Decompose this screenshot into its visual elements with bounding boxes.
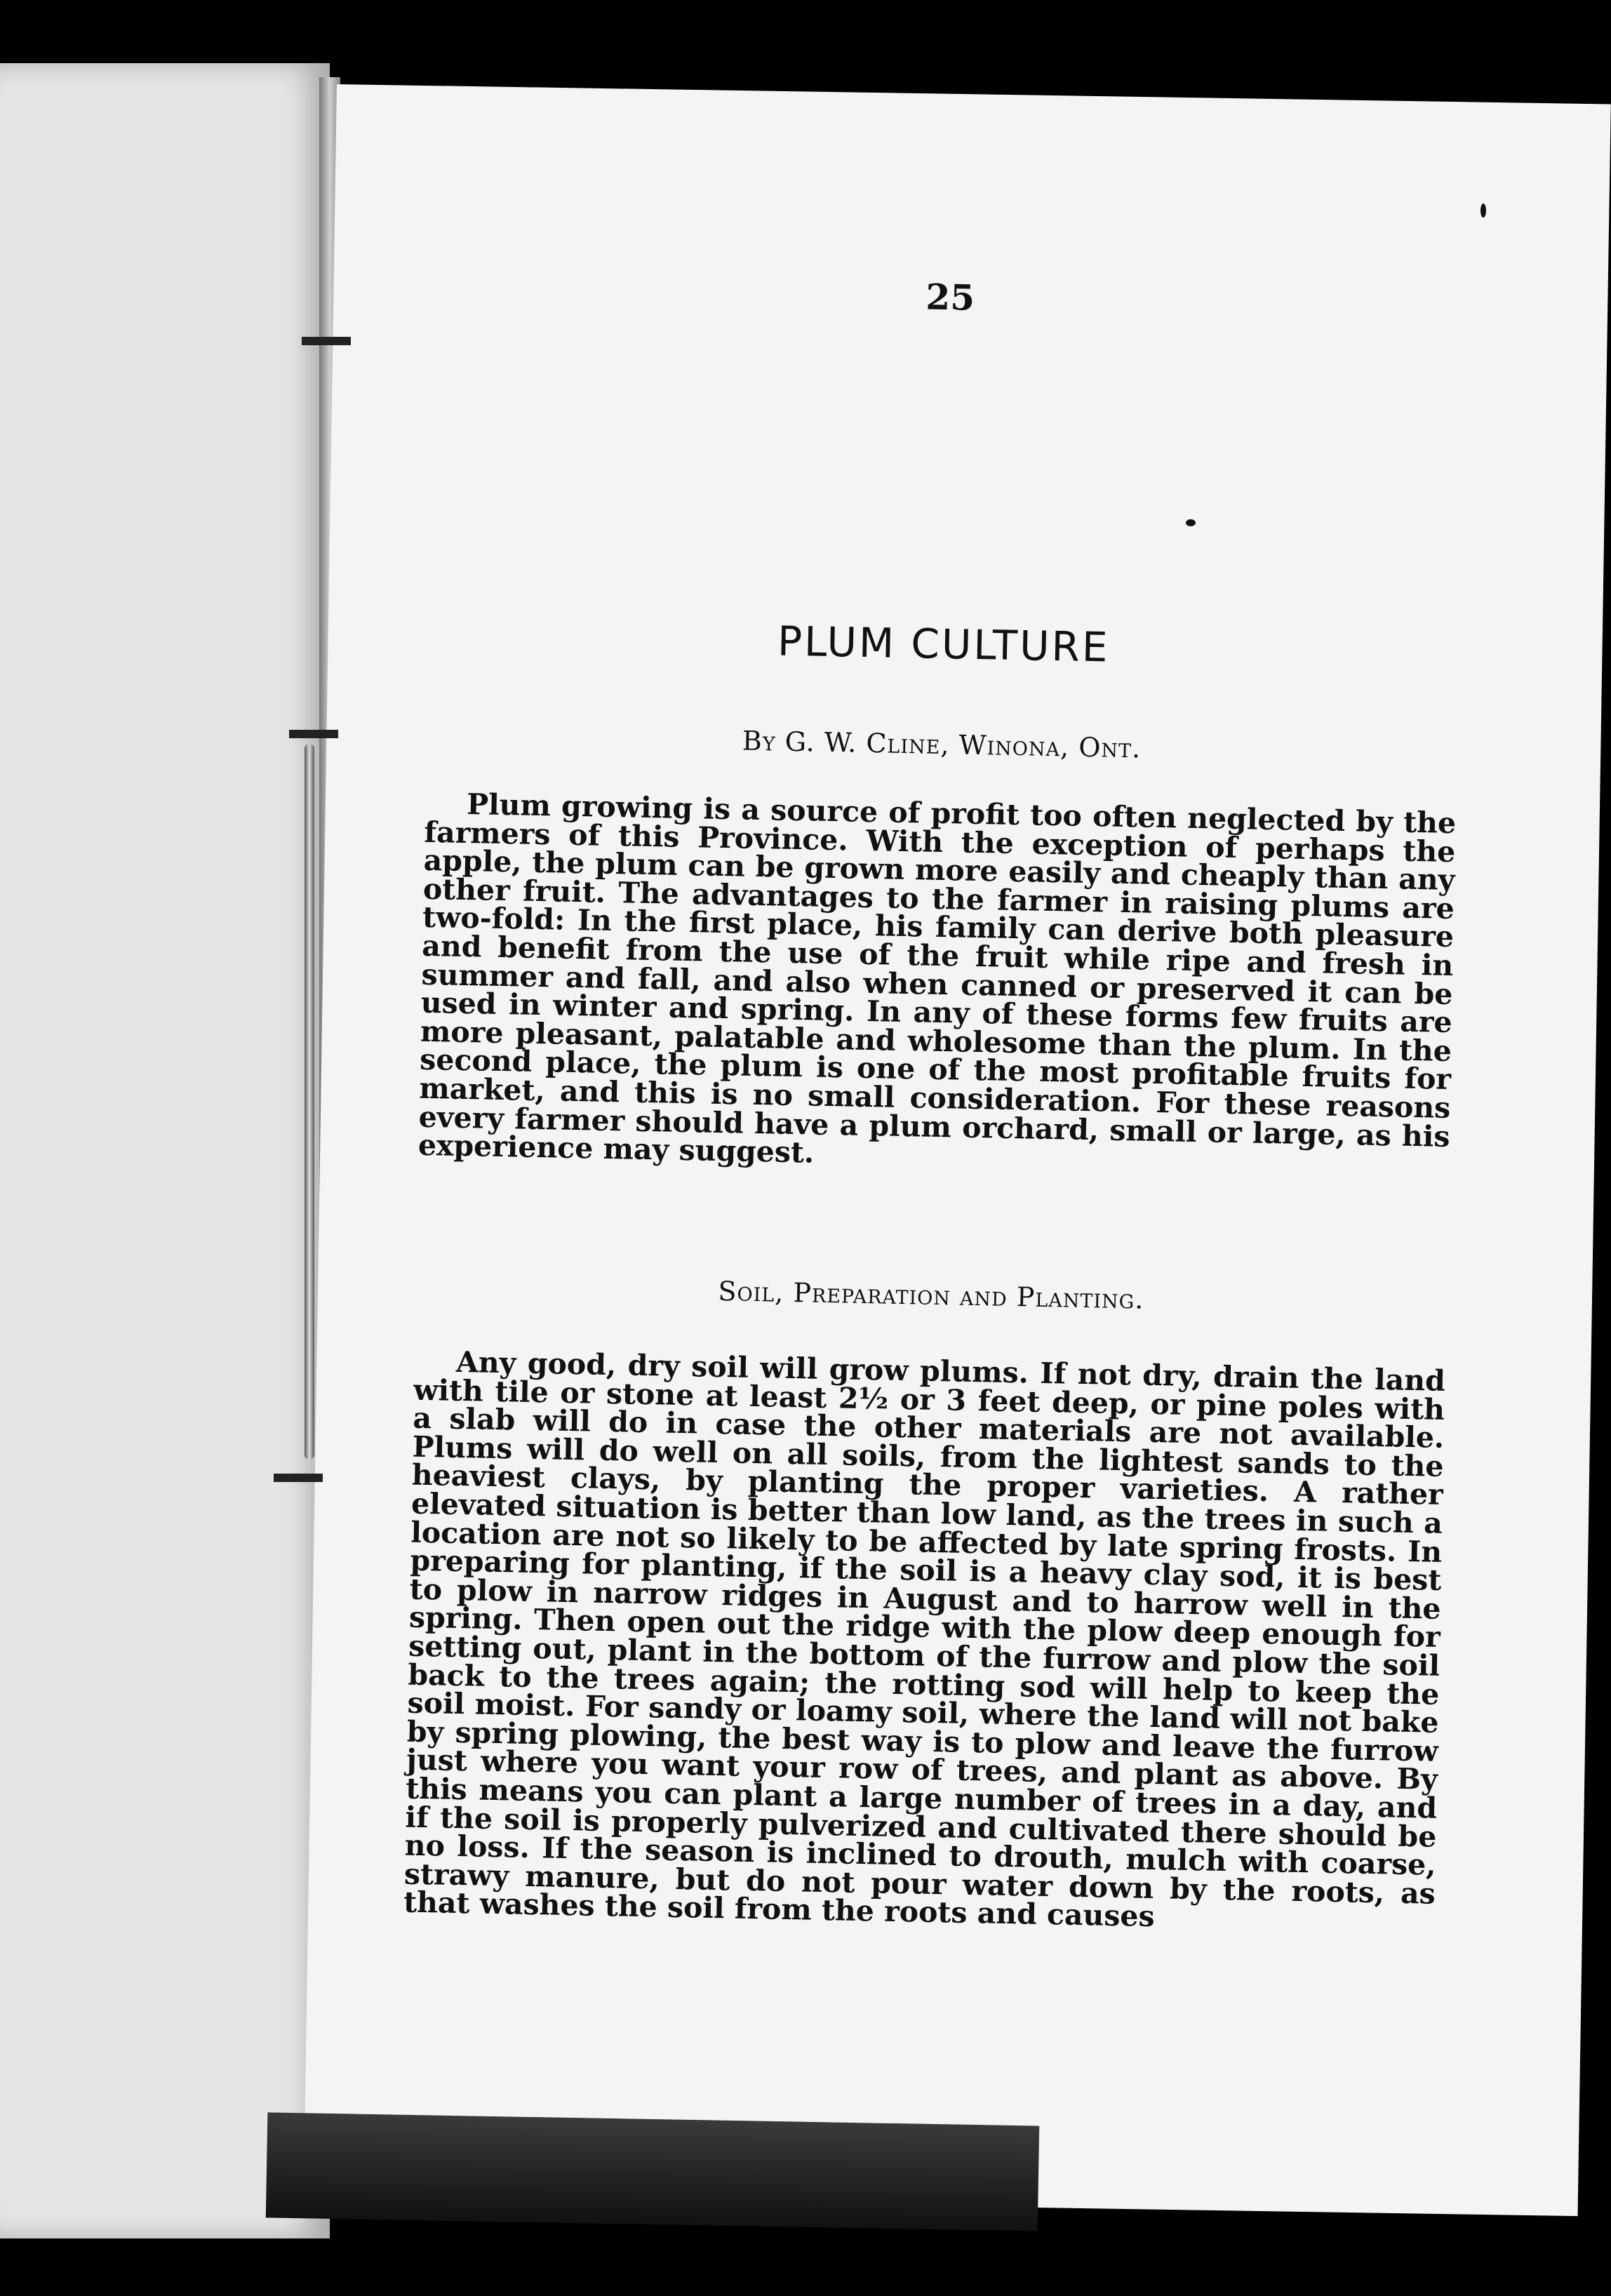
binding-thread [305,744,314,1460]
binding-staple-mark [302,337,351,345]
page-edge-shadow [266,2112,1039,2231]
article-title: PLUM CULTURE [777,617,1111,672]
paragraph-soil [403,1344,1446,1937]
left-page [0,63,330,2238]
page-number: 25 [925,276,975,319]
section-heading: Soil, Preparation and Planting. [718,1276,1144,1315]
binding-staple-mark [289,730,338,738]
article-byline: By G. W. Cline, Winona, Ont. [742,725,1142,764]
scan-speck [1186,519,1196,526]
scan-speck [1480,203,1486,218]
paragraph-text: Plum growing is a source of profit too often neglected by the farmers of this Province. With the exception of perhaps the apple, the plum can be grown more easily and cheaply than any other fruit. The advantages to the farmer in raising plums are two-fold: In the first place, his family can derive both pleasure and benefit from the use of the fruit while ripe and fresh in summer and fall, and also when canned or preserved it can be used in winter and spring. In any of these forms few fruits are more pleasant, palatable and wholesome than the plum. In the second place, the plum is one of the most profitable fruits for market, and this is no small consideration. For these reasons every farmer should have a plum orchard, small or large, as his experience may suggest. [417,787,1457,1170]
binding-staple-mark [274,1474,323,1482]
paragraph-intro [418,789,1457,1180]
paragraph-text: Any good, dry soil will grow plums. If not dry, drain the land with tile or stone at least 2½ or 3 feet deep, or pine poles with a slab will do in case the other materials are not available. Plums will do well on all soils, from the lightest sands to the heaviest clays, by planting the proper varieties. A rather elevated situation is better than low land, as the trees in such a location are not so likely to be affected by late spring frosts. In preparing for planting, if the soil is a heavy clay sod, it is best to plow in narrow ridges in August and to harrow well in the spring. Then open out the ridge with the plow deep enough for setting out, plant in the bottom of the furrow and plow the soil back to the trees again; the rotting sod will help to keep the soil moist. For sandy or loamy soil, where the land will not bake by spring plowing, the best way is to plow and leave the furrow just where you want your row of trees, and plant as above. By this means you can plant a large number of trees in a day, and if the soil is properly pulverized and cultivated there should be no loss. If the season is inclined to drouth, mulch with coarse, strawy manure, but do not pour water down by the roots, as that washes the soil from the roots and causes [403,1344,1446,1934]
